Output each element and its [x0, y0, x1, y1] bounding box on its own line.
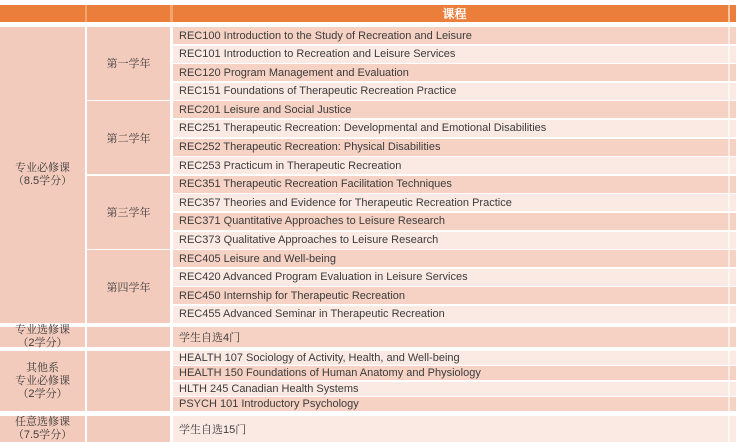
course-rows	[173, 27, 736, 100]
category-label-line: 任意选修课	[15, 415, 70, 428]
course-header-label: 课程	[442, 7, 467, 21]
course-row: REC201 Leisure and Social Justice	[173, 101, 736, 118]
year-cell: 第一学年	[87, 27, 170, 100]
course-row: REC373 Qualitative Approaches to Leisure Research	[173, 232, 736, 249]
year-cell-empty	[87, 351, 170, 412]
course-row: REC455 Advanced Seminar in Therapeutic Recreation	[173, 306, 736, 323]
year-block	[87, 351, 736, 412]
category-cell-major-electives	[0, 323, 85, 349]
group-content	[87, 327, 736, 347]
course-row: REC405 Leisure and Well-being	[173, 250, 736, 267]
group-major-required	[0, 27, 736, 323]
year-block	[87, 27, 736, 100]
course-row: REC253 Practicum in Therapeutic Recreation	[173, 157, 736, 174]
course-rows	[173, 101, 736, 174]
header-cell-year	[87, 5, 170, 22]
course-row: REC120 Program Management and Evaluation	[173, 64, 736, 81]
group-content	[87, 351, 736, 412]
year-cell-empty	[87, 327, 170, 347]
group-free-electives	[0, 416, 736, 442]
year-block	[87, 176, 736, 249]
course-row: PSYCH 101 Introductory Psychology	[173, 397, 736, 411]
year-block	[87, 416, 736, 442]
course-row: 学生自选15门	[173, 416, 736, 442]
course-row: REC357 Theories and Evidence for Therapeutic Recreation Practice	[173, 194, 736, 211]
course-row: HLTH 245 Canadian Health Systems	[173, 382, 736, 396]
course-row: REC101 Introduction to Recreation and Leisure Services	[173, 46, 736, 63]
year-block	[87, 101, 736, 174]
course-rows	[173, 176, 736, 249]
group-content	[87, 416, 736, 442]
category-cell-free-electives	[0, 416, 85, 442]
course-rows	[173, 250, 736, 323]
category-label-line: 专业选修课	[15, 323, 70, 336]
year-cell: 第三学年	[87, 176, 170, 249]
category-label-line: 专业必修课	[15, 161, 70, 174]
course-row: REC450 Internship for Therapeutic Recreation	[173, 287, 736, 304]
category-cell-other-dept-required	[0, 351, 85, 412]
course-row: REC420 Advanced Program Evaluation in Leisure Services	[173, 269, 736, 286]
course-row: REC371 Quantitative Approaches to Leisure Research	[173, 213, 736, 230]
group-content	[87, 27, 736, 323]
course-rows	[173, 351, 736, 412]
category-label-line: （7.5学分）	[12, 428, 73, 441]
course-row: REC100 Introduction to the Study of Recreation and Leisure	[173, 27, 736, 44]
year-cell-empty	[87, 416, 170, 442]
table-header-row	[0, 5, 736, 22]
category-label-line: （8.5学分）	[12, 174, 73, 187]
year-block	[87, 250, 736, 323]
header-cell-category	[0, 5, 85, 22]
header-cell-course	[173, 5, 736, 22]
course-row: HEALTH 107 Sociology of Activity, Health, and Well-being	[173, 351, 736, 365]
category-label-line: （2学分）	[17, 387, 68, 400]
year-cell: 第二学年	[87, 101, 170, 174]
table-body	[0, 27, 736, 442]
course-row: HEALTH 150 Foundations of Human Anatomy and Physiology	[173, 366, 736, 380]
year-block	[87, 327, 736, 347]
year-cell: 第四学年	[87, 250, 170, 323]
group-other-dept-required	[0, 351, 736, 412]
course-rows	[173, 327, 736, 347]
course-row: REC151 Foundations of Therapeutic Recreation Practice	[173, 83, 736, 100]
category-label-line: 专业必修课	[15, 374, 70, 387]
course-row: REC252 Therapeutic Recreation: Physical Disabilities	[173, 139, 736, 156]
category-cell-major-required	[0, 27, 85, 323]
course-row: REC251 Therapeutic Recreation: Developmental and Emotional Disabilities	[173, 120, 736, 137]
course-rows	[173, 416, 736, 442]
course-row: REC351 Therapeutic Recreation Facilitation Techniques	[173, 176, 736, 193]
category-label-line: 其他系	[26, 361, 59, 374]
group-major-electives	[0, 323, 736, 349]
category-label-line: （2学分）	[17, 336, 68, 349]
course-row: 学生自选4门	[173, 327, 736, 347]
